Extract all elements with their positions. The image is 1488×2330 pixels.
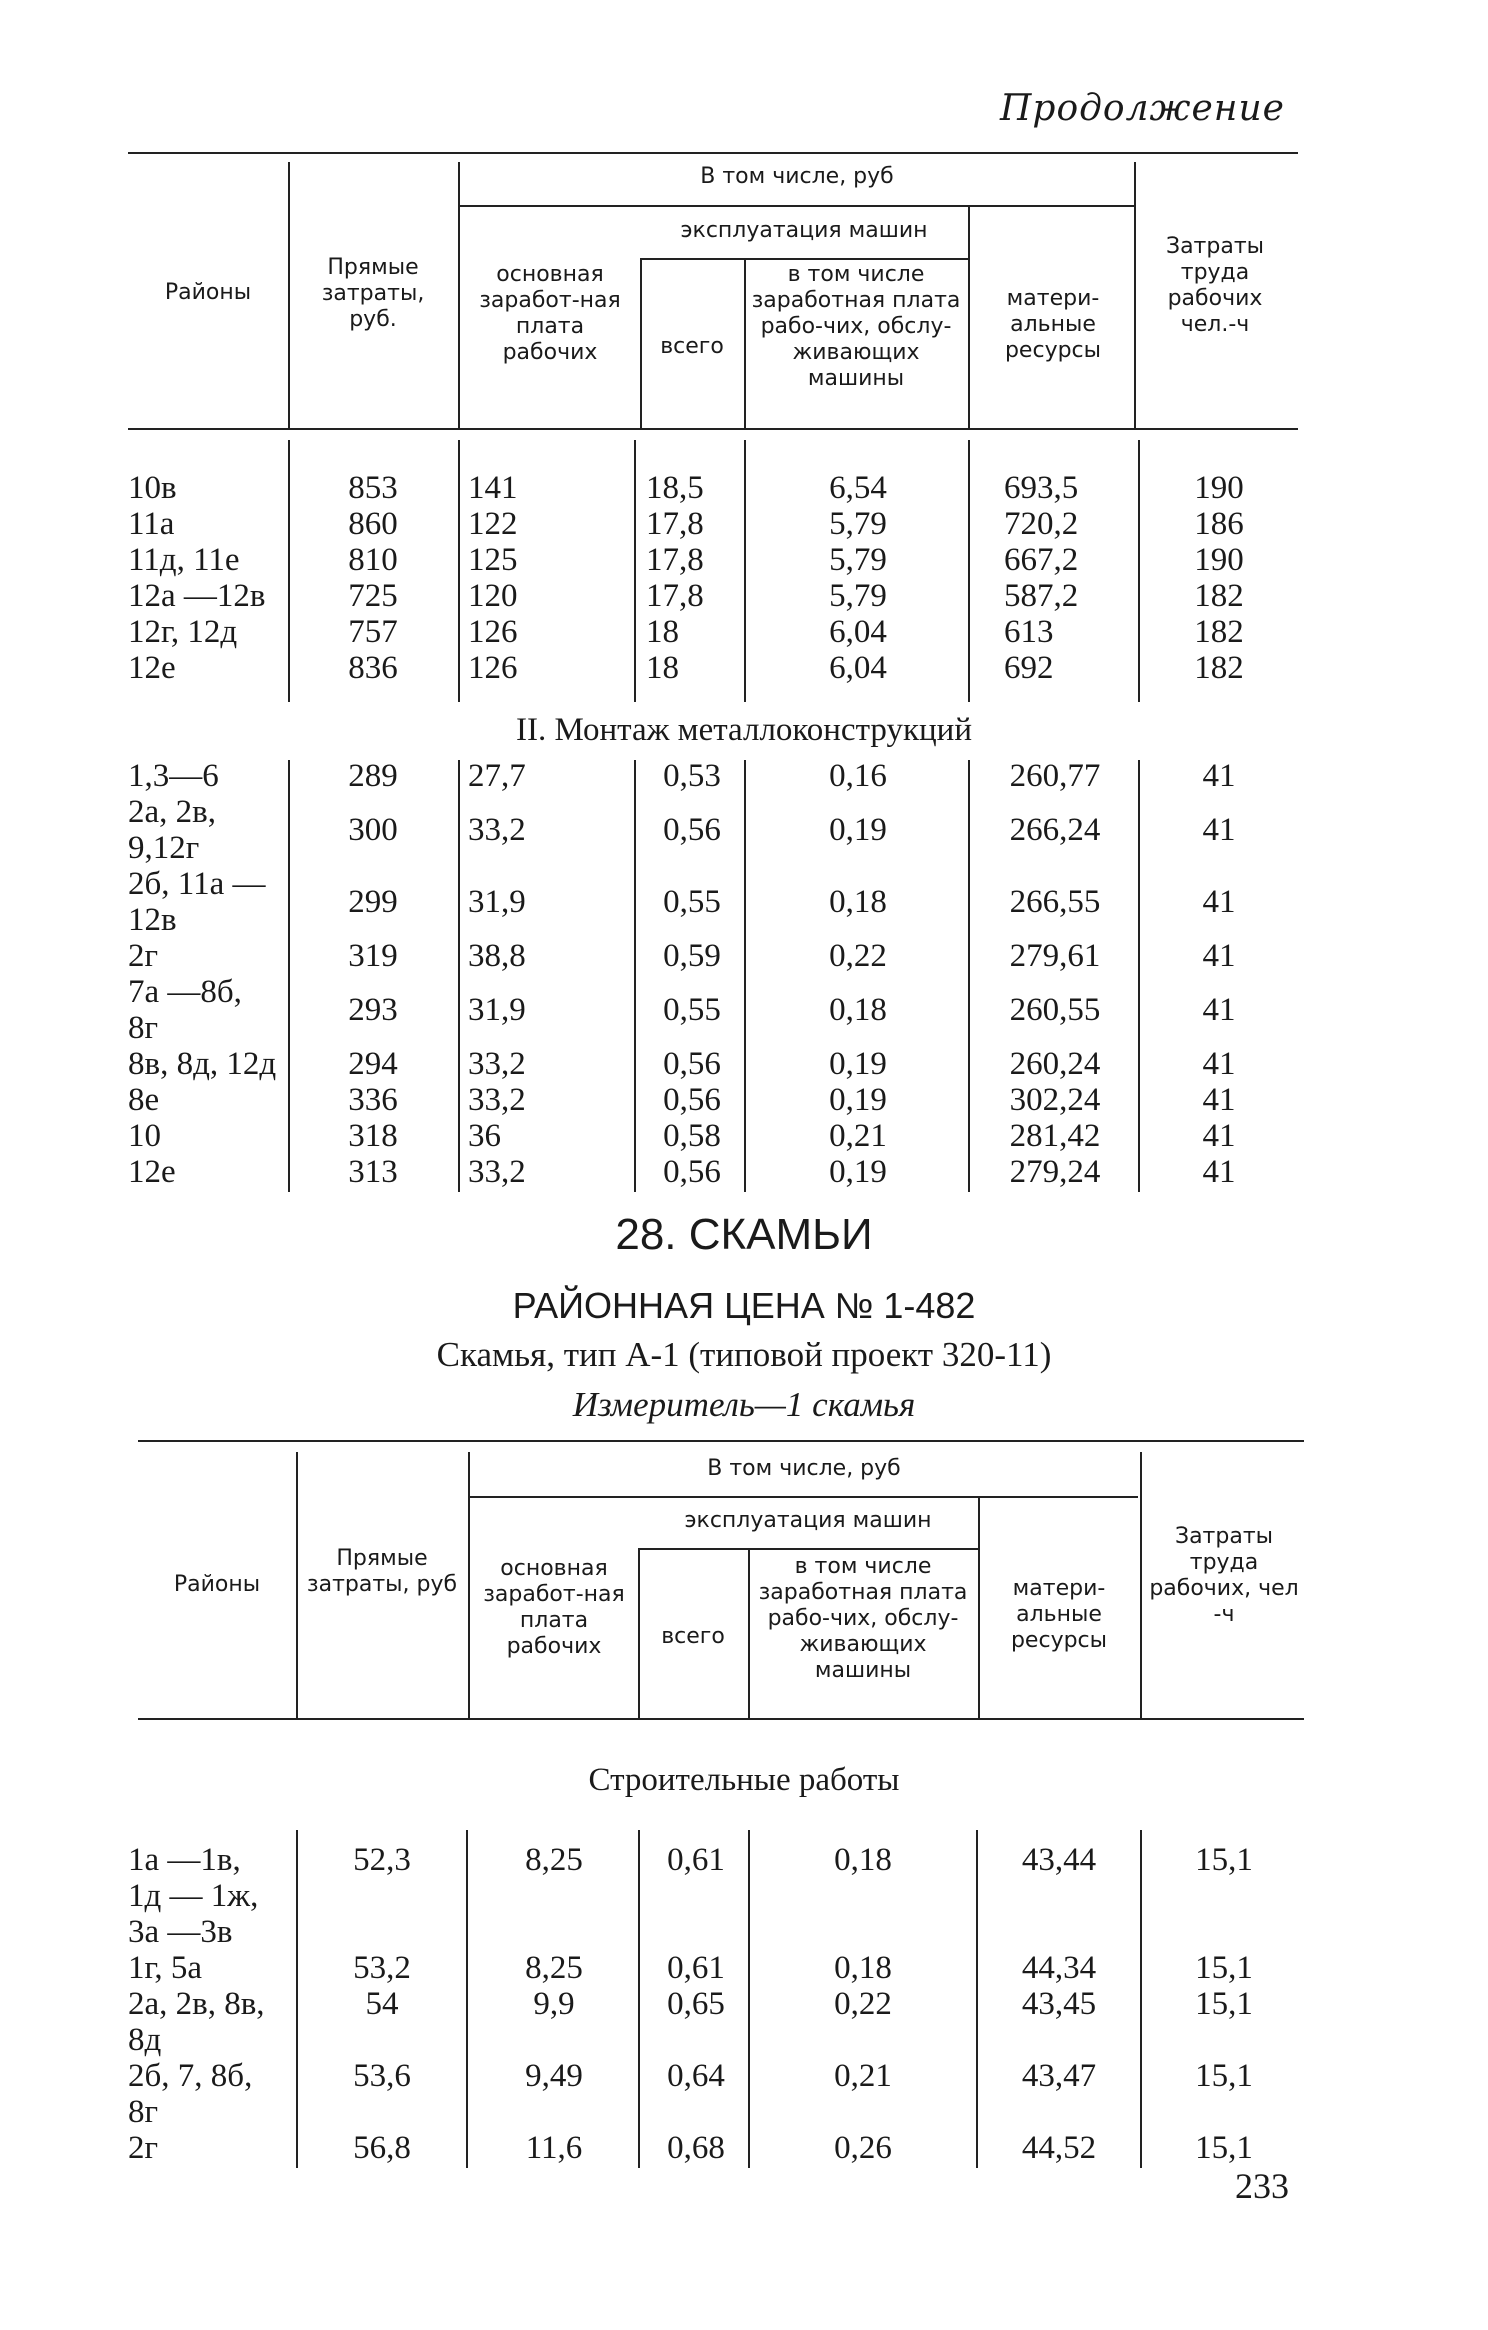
table-2-body-vrule — [976, 1830, 978, 2168]
cell-machine-wage: 0,19 — [829, 1154, 887, 1190]
cell-direct-costs: 289 — [348, 758, 398, 794]
col-header-direct-costs: Прямые затраты, руб. — [321, 255, 425, 332]
table-2-body-vrule — [466, 1830, 468, 2168]
cell-machine-wage: 0,16 — [829, 758, 887, 794]
col-header-including: В том числе, руб — [707, 1456, 901, 1481]
cell-region: 12е — [128, 650, 176, 686]
cell-machine-total: 0,65 — [667, 1986, 725, 2022]
cell-direct-costs: 725 — [348, 578, 398, 614]
continuation-label: Продолжение — [1000, 88, 1285, 129]
cell-labor: 41 — [1202, 884, 1236, 920]
table-1-body-vrule — [968, 440, 970, 702]
col-header-labor: Затраты труда рабочих чел.-ч — [1165, 234, 1265, 337]
cell-materials: 667,2 — [1004, 542, 1079, 578]
cell-machine-total: 18 — [646, 614, 679, 650]
cell-labor: 15,1 — [1195, 1950, 1253, 1986]
cell-materials: 692 — [1004, 650, 1054, 686]
cell-region: 2б, 11а — — [128, 866, 266, 902]
cell-machine-wage: 0,19 — [829, 812, 887, 848]
cell-machine-total: 0,58 — [663, 1118, 721, 1154]
cell-materials: 44,34 — [1021, 1950, 1097, 1986]
cell-machine-wage: 6,04 — [829, 650, 887, 686]
table-1-vrule — [1134, 162, 1136, 428]
cell-machine-wage: 6,04 — [829, 614, 887, 650]
cell-base-wage: 125 — [468, 542, 518, 578]
cell-labor: 15,1 — [1195, 2058, 1253, 2094]
cell-labor: 15,1 — [1195, 1842, 1253, 1878]
col-header-base-wage: основная заработ-ная плата рабочих — [483, 1556, 625, 1659]
cell-region: 1д — 1ж, — [128, 1878, 259, 1914]
table-2-machine-rule — [638, 1548, 978, 1550]
cell-labor: 15,1 — [1195, 2130, 1253, 2166]
cell-machine-total: 0,56 — [663, 812, 721, 848]
cell-region: 9,12г — [128, 830, 200, 866]
cell-machine-wage: 5,79 — [829, 542, 887, 578]
cell-region: 2г — [128, 938, 159, 974]
cell-region: 10в — [128, 470, 177, 506]
cell-materials: 43,44 — [1021, 1842, 1097, 1878]
cell-machine-total: 0,68 — [667, 2130, 725, 2166]
cell-materials: 260,24 — [1009, 1046, 1101, 1082]
cell-labor: 15,1 — [1195, 1986, 1253, 2022]
cell-base-wage: 9,49 — [525, 2058, 583, 2094]
cell-labor: 41 — [1202, 992, 1236, 1028]
cell-base-wage: 31,9 — [468, 992, 526, 1028]
table-1-vrule — [288, 162, 290, 428]
cell-materials: 266,24 — [1009, 812, 1101, 848]
cell-direct-costs: 56,8 — [353, 2130, 411, 2166]
cell-labor: 182 — [1194, 650, 1244, 686]
cell-base-wage: 8,25 — [525, 1950, 583, 1986]
cell-region: 12е — [128, 1154, 176, 1190]
cell-machine-total: 0,55 — [663, 884, 721, 920]
cell-machine-total: 0,56 — [663, 1082, 721, 1118]
cell-materials: 693,5 — [1004, 470, 1079, 506]
cell-machine-wage: 5,79 — [829, 578, 887, 614]
cell-direct-costs: 313 — [348, 1154, 398, 1190]
district-price: РАЙОННАЯ ЦЕНА № 1-482 — [512, 1285, 976, 1326]
table-1-header-rule — [128, 428, 1298, 430]
table-1-body-vrule — [458, 440, 460, 702]
cell-base-wage: 31,9 — [468, 884, 526, 920]
table-1-body-vrule — [744, 760, 746, 1192]
cell-machine-total: 0,64 — [667, 2058, 725, 2094]
cell-base-wage: 27,7 — [468, 758, 526, 794]
cell-labor: 41 — [1202, 1118, 1236, 1154]
col-header-region: Районы — [164, 280, 252, 305]
cell-region: 8г — [128, 2094, 159, 2130]
cell-region: 1,3—6 — [128, 758, 219, 794]
table-1-body-vrule — [288, 440, 290, 702]
table-1-body-vrule — [634, 440, 636, 702]
cell-base-wage: 9,9 — [533, 1986, 575, 2022]
cell-machine-wage: 6,54 — [829, 470, 887, 506]
cell-materials: 260,55 — [1009, 992, 1101, 1028]
table-2-including-rule — [468, 1496, 1138, 1498]
cell-region: 8в, 8д, 12д — [128, 1046, 277, 1082]
cell-machine-total: 17,8 — [646, 578, 704, 614]
cell-region: 2а, 2в, 8в, — [128, 1986, 265, 2022]
cell-materials: 279,61 — [1009, 938, 1101, 974]
cell-direct-costs: 52,3 — [353, 1842, 411, 1878]
cell-machine-total: 17,8 — [646, 542, 704, 578]
section-title-mounting: II. Монтаж металлоконструкций — [516, 712, 972, 748]
cell-labor: 41 — [1202, 938, 1236, 974]
col-header-including: В том числе, руб — [700, 164, 894, 189]
cell-machine-total: 0,61 — [667, 1950, 725, 1986]
cell-base-wage: 33,2 — [468, 1154, 526, 1190]
cell-direct-costs: 836 — [348, 650, 398, 686]
cell-direct-costs: 853 — [348, 470, 398, 506]
cell-direct-costs: 299 — [348, 884, 398, 920]
table-2-body-vrule — [638, 1830, 640, 2168]
cell-direct-costs: 300 — [348, 812, 398, 848]
table-1-top-rule — [128, 152, 1298, 154]
cell-base-wage: 126 — [468, 650, 518, 686]
cell-labor: 190 — [1194, 542, 1244, 578]
col-header-machine-operation: эксплуатация машин — [684, 1508, 932, 1533]
cell-base-wage: 141 — [468, 470, 518, 506]
cell-machine-total: 0,55 — [663, 992, 721, 1028]
cell-materials: 281,42 — [1009, 1118, 1101, 1154]
cell-machine-wage: 0,22 — [834, 1986, 892, 2022]
table-2-vrule — [296, 1452, 298, 1718]
cell-machine-wage: 0,19 — [829, 1046, 887, 1082]
cell-region: 11а — [128, 506, 175, 542]
cell-region: 3а —3в — [128, 1914, 233, 1950]
cell-direct-costs: 293 — [348, 992, 398, 1028]
cell-base-wage: 38,8 — [468, 938, 526, 974]
cell-machine-total: 0,56 — [663, 1046, 721, 1082]
cell-region: 10 — [128, 1118, 161, 1154]
col-header-labor: Затраты труда рабочих, чел -ч — [1149, 1524, 1299, 1627]
cell-direct-costs: 319 — [348, 938, 398, 974]
table-1-body-vrule — [744, 440, 746, 702]
cell-region: 2б, 7, 8б, — [128, 2058, 253, 2094]
cell-machine-wage: 0,18 — [829, 992, 887, 1028]
col-header-materials: матери-альные ресурсы — [1004, 286, 1102, 363]
cell-direct-costs: 757 — [348, 614, 398, 650]
cell-region: 12г, 12д — [128, 614, 238, 650]
col-header-base-wage: основная заработ-ная плата рабочих — [479, 262, 621, 365]
table-1-vrule — [458, 162, 460, 428]
cell-machine-total: 0,53 — [663, 758, 721, 794]
cell-region: 11д, 11е — [128, 542, 240, 578]
table-1-body-vrule — [968, 760, 970, 1192]
cell-materials: 266,55 — [1009, 884, 1101, 920]
table-2-body-vrule — [1140, 1830, 1142, 2168]
cell-direct-costs: 860 — [348, 506, 398, 542]
table-2-header-rule — [138, 1718, 1304, 1720]
col-header-machine-wage: в том числе заработная плата рабо-чих, обслу-живающих машины — [751, 262, 961, 391]
section-heading: 28. СКАМЬИ — [615, 1210, 873, 1259]
cell-direct-costs: 53,2 — [353, 1950, 411, 1986]
cell-materials: 279,24 — [1009, 1154, 1101, 1190]
table-2-vrule — [1140, 1452, 1142, 1718]
cell-region: 7а —8б, — [128, 974, 242, 1010]
cell-region: 12а —12в — [128, 578, 266, 614]
cell-machine-wage: 0,22 — [829, 938, 887, 974]
col-header-machine-wage: в том числе заработная плата рабо-чих, обслу-живающих машины — [758, 1554, 968, 1683]
table-1-vrule — [744, 258, 746, 428]
cell-direct-costs: 318 — [348, 1118, 398, 1154]
cell-materials: 43,47 — [1021, 2058, 1097, 2094]
cell-labor: 41 — [1202, 758, 1236, 794]
cell-machine-total: 18 — [646, 650, 679, 686]
cell-region: 8д — [128, 2022, 162, 2058]
cell-machine-total: 17,8 — [646, 506, 704, 542]
cell-region: 1г, 5а — [128, 1950, 202, 1986]
col-header-total: всего — [661, 1624, 725, 1649]
cell-machine-total: 0,61 — [667, 1842, 725, 1878]
col-header-region: Районы — [173, 1572, 261, 1597]
cell-machine-wage: 5,79 — [829, 506, 887, 542]
cell-base-wage: 120 — [468, 578, 518, 614]
cell-labor: 41 — [1202, 1082, 1236, 1118]
cell-region: 2г — [128, 2130, 159, 2166]
table-1-machine-rule — [640, 258, 968, 260]
cell-materials: 302,24 — [1009, 1082, 1101, 1118]
cell-region: 12в — [128, 902, 177, 938]
item-description: Скамья, тип А-1 (типовой проект 320-11) — [436, 1335, 1052, 1374]
cell-materials: 44,52 — [1021, 2130, 1097, 2166]
cell-machine-total: 0,56 — [663, 1154, 721, 1190]
section-title-construction: Строительные работы — [588, 1762, 900, 1798]
cell-base-wage: 33,2 — [468, 812, 526, 848]
cell-machine-total: 18,5 — [646, 470, 704, 506]
table-1-vrule — [968, 205, 970, 428]
unit-of-measure: Измеритель—1 скамья — [572, 1385, 916, 1424]
cell-labor: 41 — [1202, 1046, 1236, 1082]
cell-labor: 182 — [1194, 614, 1244, 650]
cell-materials: 260,77 — [1009, 758, 1101, 794]
cell-labor: 41 — [1202, 1154, 1236, 1190]
page-number: 233 — [1235, 2166, 1289, 2206]
table-1-including-rule — [458, 205, 1134, 207]
cell-region: 8г — [128, 1010, 159, 1046]
table-2-vrule — [748, 1548, 750, 1718]
cell-materials: 587,2 — [1004, 578, 1079, 614]
cell-base-wage: 33,2 — [468, 1082, 526, 1118]
col-header-machine-operation: эксплуатация машин — [680, 218, 928, 243]
table-1-body-vrule — [458, 760, 460, 1192]
table-2-vrule — [468, 1452, 470, 1718]
col-header-direct-costs: Прямые затраты, руб — [306, 1546, 458, 1597]
cell-materials: 43,45 — [1021, 1986, 1097, 2022]
cell-machine-wage: 0,21 — [834, 2058, 892, 2094]
cell-base-wage: 11,6 — [525, 2130, 583, 2166]
cell-labor: 186 — [1194, 506, 1244, 542]
cell-region: 2а, 2в, — [128, 794, 216, 830]
table-2-vrule — [978, 1496, 980, 1718]
table-1-body-vrule — [634, 760, 636, 1192]
cell-machine-wage: 0,26 — [834, 2130, 892, 2166]
table-2-body-vrule — [748, 1830, 750, 2168]
cell-base-wage: 33,2 — [468, 1046, 526, 1082]
cell-labor: 41 — [1202, 812, 1236, 848]
col-header-materials: матери-альные ресурсы — [1010, 1576, 1108, 1653]
cell-machine-wage: 0,18 — [834, 1950, 892, 1986]
cell-direct-costs: 810 — [348, 542, 398, 578]
cell-machine-total: 0,59 — [663, 938, 721, 974]
cell-base-wage: 126 — [468, 614, 518, 650]
cell-direct-costs: 294 — [348, 1046, 398, 1082]
cell-machine-wage: 0,19 — [829, 1082, 887, 1118]
cell-direct-costs: 336 — [348, 1082, 398, 1118]
col-header-total: всего — [660, 334, 724, 359]
cell-materials: 613 — [1004, 614, 1054, 650]
cell-direct-costs: 54 — [365, 1986, 399, 2022]
cell-base-wage: 36 — [468, 1118, 501, 1154]
cell-materials: 720,2 — [1004, 506, 1079, 542]
cell-machine-wage: 0,18 — [829, 884, 887, 920]
cell-machine-wage: 0,21 — [829, 1118, 887, 1154]
cell-labor: 182 — [1194, 578, 1244, 614]
table-2-top-rule — [138, 1440, 1304, 1442]
cell-region: 8е — [128, 1082, 160, 1118]
cell-labor: 190 — [1194, 470, 1244, 506]
cell-base-wage: 8,25 — [525, 1842, 583, 1878]
cell-direct-costs: 53,6 — [353, 2058, 411, 2094]
cell-region: 1а —1в, — [128, 1842, 241, 1878]
cell-machine-wage: 0,18 — [834, 1842, 892, 1878]
cell-base-wage: 122 — [468, 506, 518, 542]
